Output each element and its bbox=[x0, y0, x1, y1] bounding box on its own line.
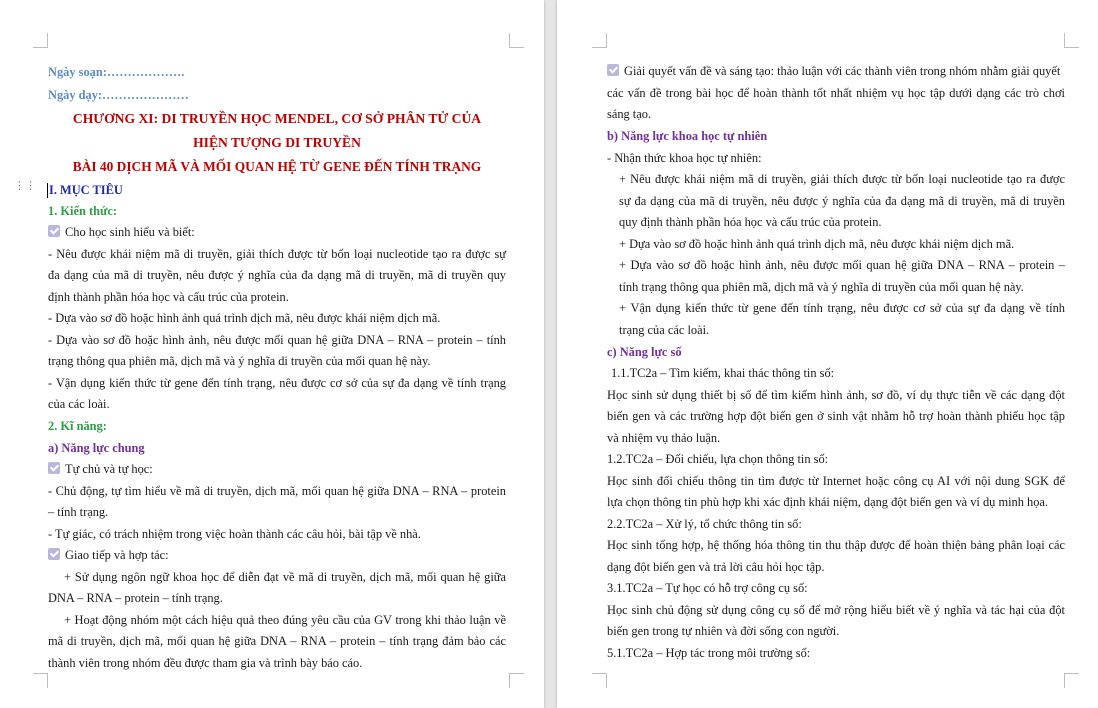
paragraph-line: biến gen và các trường hợp đột biến gen ở sinh vật nhằm hỗ trợ hoàn thành phiếu học tập bbox=[607, 409, 1065, 423]
paragraph-line: + Dựa vào sơ đồ hoặc hình ảnh quá trình dịch mã, nêu được khái niệm dịch mã. bbox=[619, 237, 1015, 251]
paragraph-line: + Vận dụng kiến thức từ gene đến tính trạng, nêu được cơ sở của sự đa dạng về tính bbox=[619, 301, 1065, 315]
paragraph-line: của các loài. bbox=[48, 397, 110, 411]
paragraph-line: 1.2.TC2a – Đối chiếu, lựa chọn thông tin số: bbox=[607, 452, 829, 466]
chapter-title-line1: CHƯƠNG XI: DI TRUYỀN HỌC MENDEL, CƠ SỞ PHÂN TỬ CỦA bbox=[72, 111, 482, 126]
paragraph-line: Học sinh đối chiếu thông tin tìm được từ Internet hoặc công cụ AI với nội dung SGK để bbox=[607, 474, 1065, 488]
date-prepared: Ngày soạn:………………. bbox=[48, 65, 185, 79]
paragraph-line: quy định thành phần hóa học và cấu trúc của protein. bbox=[619, 215, 882, 229]
document-page-left[interactable] bbox=[0, 0, 544, 708]
section-heading: I. MỤC TIÊU bbox=[49, 183, 123, 197]
paragraph-line: 2.2.TC2a – Xử lý, tổ chức thông tin số: bbox=[607, 517, 802, 531]
paragraph-line: sự đa dạng của mã di truyền, nêu được ý nghĩa của đa dạng mã di truyền, mã di truyền bbox=[619, 194, 1065, 208]
checked-checkbox-icon bbox=[48, 548, 60, 560]
paragraph-line: Học sinh chủ động sử dụng công cụ số để mở rộng hiểu biết về ý nghĩa và tác hại của đột bbox=[607, 603, 1065, 617]
paragraph-line: - Chủ động, tự tìm hiểu về mã di truyền, dịch mã, mối quan hệ giữa DNA – RNA – protein bbox=[48, 484, 506, 498]
paragraph-line: trạng thông qua phiên mã, dịch mã và ý nghĩa di truyền của mối quan hệ này. bbox=[48, 354, 431, 368]
paragraph-line: + Dựa vào sơ đồ hoặc hình ảnh, nêu được mối quan hệ giữa DNA – RNA – protein – bbox=[619, 258, 1065, 272]
paragraph-line: + Nêu được khái niệm mã di truyền, giải thích được từ bốn loại nucleotide tạo ra được bbox=[619, 172, 1065, 186]
paragraph-line: - Vận dụng kiến thức từ gene đến tính trạng, nêu được cơ sở của sự đa dạng về tính trạng bbox=[48, 376, 506, 390]
crop-mark bbox=[509, 673, 524, 688]
paragraph-line: và nhiệm vụ thảo luận. bbox=[607, 431, 721, 445]
document-page-right[interactable] bbox=[557, 0, 1098, 708]
lesson-title: BÀI 40 DỊCH MÃ VÀ MỐI QUAN HỆ TỪ GENE ĐẾN TÍNH TRẠNG bbox=[72, 159, 482, 174]
crop-mark bbox=[509, 33, 524, 48]
paragraph-line: biến gen trong tự nhiên và đời sống con người. bbox=[607, 624, 840, 638]
drag-handle-icon[interactable]: ⋮⋮ bbox=[14, 179, 36, 192]
checked-checkbox-icon bbox=[48, 225, 60, 237]
paragraph-line: + Hoạt động nhóm một cách hiệu quả theo đúng yêu cầu của GV trong khi thảo luận về bbox=[64, 613, 506, 627]
subheading-skills: 2. Kĩ năng: bbox=[48, 419, 107, 433]
paragraph-line: - Tự giác, có trách nhiệm trong việc hoàn thành các câu hỏi, bài tập về nhà. bbox=[48, 527, 421, 541]
subheading-knowledge: 1. Kiến thức: bbox=[48, 204, 118, 218]
crop-mark bbox=[33, 33, 48, 48]
date-taught: Ngày dạy:………………… bbox=[48, 88, 189, 102]
paragraph-line: - Dựa vào sơ đồ hoặc hình ảnh quá trình dịch mã, nêu được khái niệm dịch mã. bbox=[48, 311, 441, 325]
crop-mark bbox=[592, 33, 607, 48]
paragraph-line: dạng đột biến gen và trả lời câu hỏi học tập. bbox=[607, 560, 825, 574]
paragraph-line: các vấn đề trong bài học để hoàn thành tốt nhất nhiệm vụ học tập dưới dạng các trò chơi bbox=[607, 86, 1065, 100]
paragraph-line: 1.1.TC2a – Tìm kiếm, khai thác thông tin số: bbox=[611, 366, 835, 380]
paragraph-line: - Nêu được khái niệm mã di truyền, giải thích được từ bốn loại nucleotide tạo ra được sự bbox=[48, 247, 506, 261]
paragraph-line: Học sinh tổng hợp, hệ thống hóa thông tin thu thập được để hoàn thiện bảng phân loại các bbox=[607, 538, 1065, 552]
paragraph-line: trạng của các loài. bbox=[619, 323, 710, 337]
paragraph-line: định thành phần hóa học và cấu trúc của protein. bbox=[48, 290, 289, 304]
paragraph-line: - Dựa vào sơ đồ hoặc hình ảnh, nêu được mối quan hệ giữa DNA – RNA – protein – tính bbox=[48, 333, 506, 347]
subheading-general-competence: a) Năng lực chung bbox=[48, 441, 145, 455]
paragraph-line: tính trạng thông qua phiên mã, dịch mã và ý nghĩa di truyền của mối quan hệ này. bbox=[619, 280, 1024, 294]
subheading-natural-science: b) Năng lực khoa học tự nhiên bbox=[607, 129, 768, 143]
text-cursor bbox=[47, 183, 48, 198]
list-item: Giao tiếp và hợp tác: bbox=[48, 548, 169, 563]
paragraph-line: mã di truyền, dịch mã, mối quan hệ giữa DNA – RNA – protein – tính trạng đảm bảo các bbox=[48, 634, 506, 648]
paragraph-line: - Nhận thức khoa học tự nhiên: bbox=[607, 151, 762, 165]
page-gap bbox=[544, 0, 557, 708]
list-item: Tự chủ và tự học: bbox=[48, 462, 153, 477]
paragraph-line: sáng tạo. bbox=[607, 107, 652, 121]
list-item: Giải quyết vấn đề và sáng tạo: thảo luận với các thành viên trong nhóm nhằm giải quyết bbox=[607, 64, 1065, 79]
paragraph-line: 3.1.TC2a – Tự học có hỗ trợ công cụ số: bbox=[607, 581, 808, 595]
crop-mark bbox=[1064, 33, 1079, 48]
paragraph-line: thành viên trong nhóm đều được tham gia và trình bày báo cáo. bbox=[48, 656, 363, 670]
chapter-title-line2: HIỆN TƯỢNG DI TRUYỀN bbox=[193, 135, 361, 150]
paragraph-line: DNA – RNA – protein – tính trạng. bbox=[48, 591, 223, 605]
crop-mark bbox=[33, 673, 48, 688]
paragraph-line: lựa chọn thông tin phù hợp khi xác định khái niệm, dạng đột biến gen và ví dụ minh họa. bbox=[607, 495, 1049, 509]
crop-mark bbox=[1064, 673, 1079, 688]
paragraph-line: – tính trạng. bbox=[48, 505, 109, 519]
paragraph-line: + Sử dụng ngôn ngữ khoa học để diễn đạt về mã di truyền, dịch mã, mối quan hệ giữa bbox=[64, 570, 506, 584]
paragraph-line: đa dạng của mã di truyền, nêu được ý nghĩa của đa dạng mã di truyền, mã di truyền quy bbox=[48, 268, 506, 282]
paragraph-line: Học sinh sử dụng thiết bị số để tìm kiếm hình ảnh, sơ đồ, ví dụ thực tiễn về các dạng đột bbox=[607, 388, 1065, 402]
checked-checkbox-icon bbox=[607, 64, 619, 76]
list-item: Cho học sinh hiểu và biết: bbox=[48, 225, 195, 240]
subheading-digital-competence: c) Năng lực số bbox=[607, 345, 682, 359]
crop-mark bbox=[592, 673, 607, 688]
checked-checkbox-icon bbox=[48, 462, 60, 474]
paragraph-line: 5.1.TC2a – Hợp tác trong môi trường số: bbox=[607, 646, 811, 660]
